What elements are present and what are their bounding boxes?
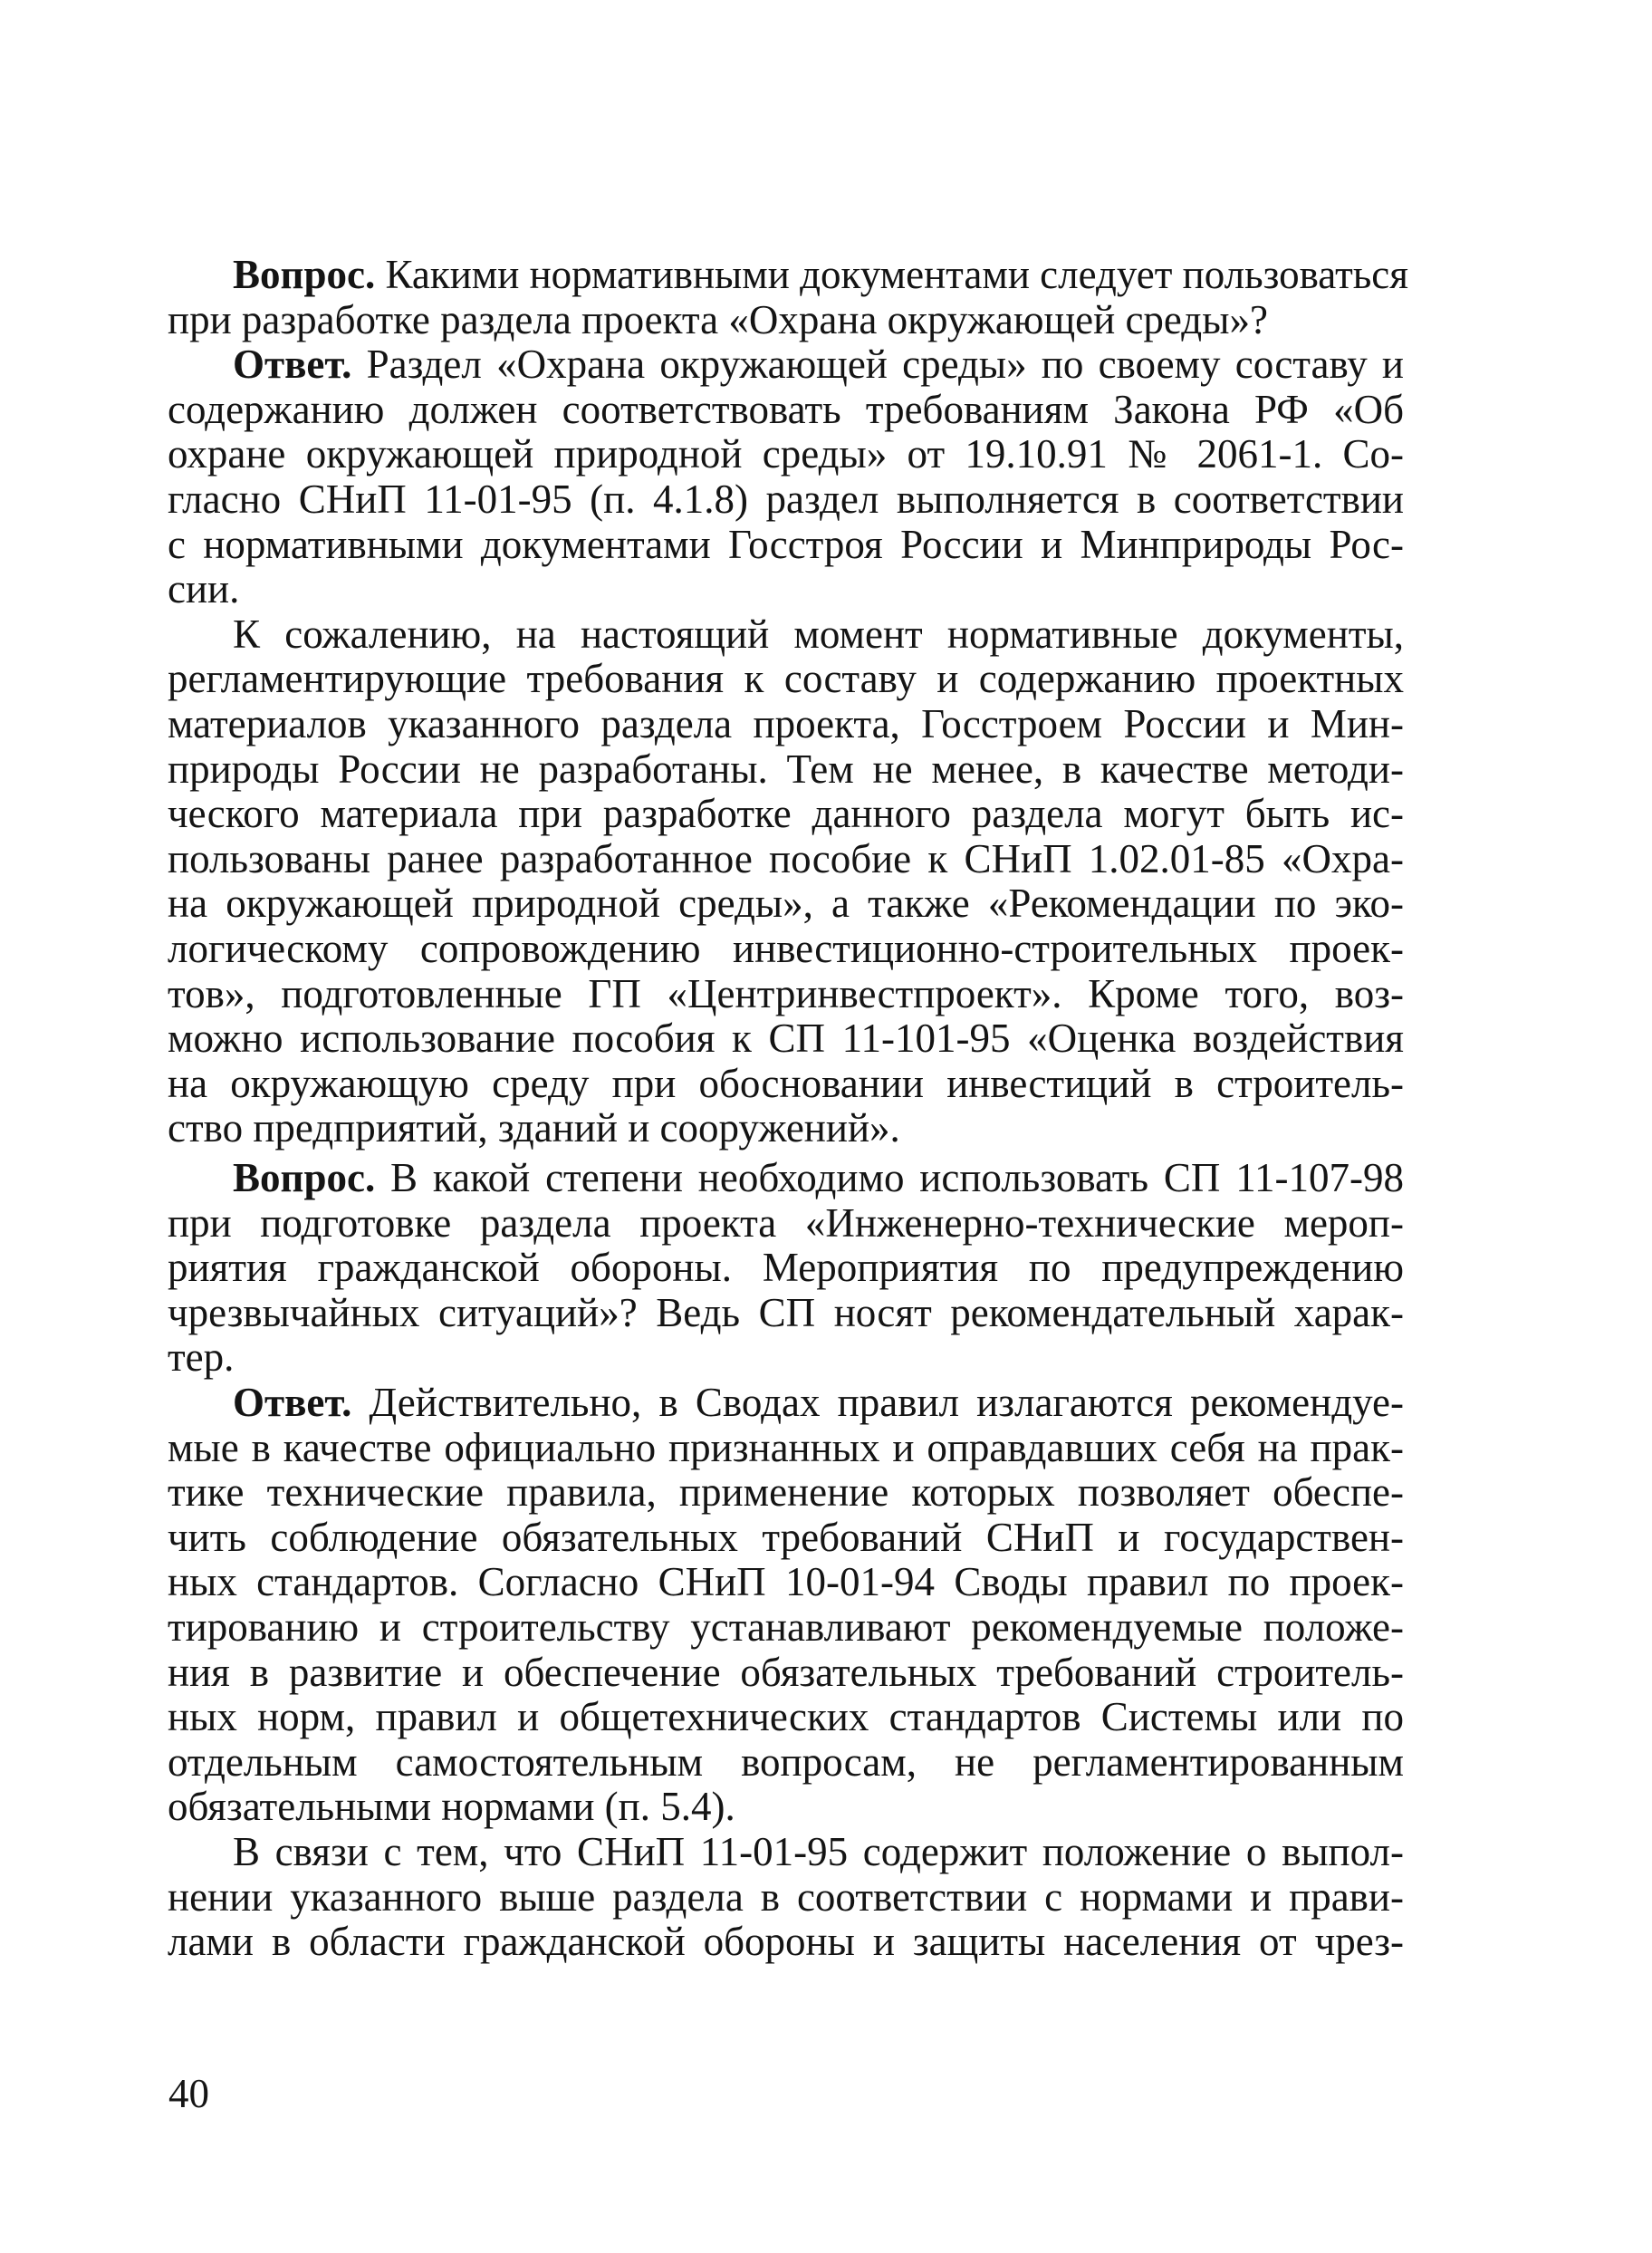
text-line: тированию и строительству устанавливают рекомендуемые положе- <box>168 1604 1404 1650</box>
text-line: ния в развитие и обеспечение обязательных требований строитель- <box>168 1649 1404 1695</box>
page-number: 40 <box>168 2071 209 2116</box>
text-line: Ответ. Действительно, в Сводах правил излагаются рекомендуе- <box>233 1380 1404 1425</box>
text-line: гласно СНиП 11-01-95 (п. 4.1.8) раздел выполняется в соответствии <box>168 477 1404 522</box>
text-line: ных стандартов. Согласно СНиП 10-01-94 Своды правил по проек- <box>168 1559 1404 1605</box>
text-line: К сожалению, на настоящий момент нормативные документы, <box>233 611 1404 657</box>
text-line: чить соблюдение обязательных требований СНиП и государствен- <box>168 1514 1404 1560</box>
text-line: отдельным самостоятельным вопросам, не регламентированным <box>168 1738 1404 1785</box>
text-line: при подготовке раздела проекта «Инженерно-технические мероп- <box>168 1199 1404 1246</box>
text-line: чрезвычайных ситуаций»? Ведь СП носят рекомендательный харак- <box>168 1289 1404 1335</box>
text-line: логическому сопровождению инвестиционно-строительных проек- <box>168 926 1404 971</box>
text-line: с нормативными документами Госстроя России и Минприроды Рос- <box>168 521 1404 567</box>
text-line: обязательными нормами (п. 5.4). <box>168 1784 735 1830</box>
text-line: Вопрос. В какой степени необходимо использовать СП 11-107-98 <box>233 1155 1404 1200</box>
text-line: Ответ. Раздел «Охрана окружающей среды» по своему составу и <box>233 342 1404 388</box>
text-line: пользованы ранее разработанное пособие к СНиП 1.02.01-85 «Охра- <box>168 835 1404 881</box>
text-line: тике технические правила, применение которых позволяет обеспе- <box>168 1469 1404 1516</box>
text-line: мые в качестве официально признанных и оправдавших себя на прак- <box>168 1424 1404 1470</box>
text-line: на окружающую среду при обосновании инвестиций в строитель- <box>168 1060 1404 1106</box>
text-line: регламентирующие требования к составу и содержанию проектных <box>168 656 1404 702</box>
text-line: при разработке раздела проекта «Охрана окружающей среды»? <box>168 296 1268 342</box>
text-line: лами в области гражданской обороны и защиты населения от чрез- <box>168 1919 1404 1965</box>
text-line: материалов указанного раздела проекта, Госстроем России и Мин- <box>168 701 1404 746</box>
text-line: В связи с тем, что СНиП 11-01-95 содержит положение о выпол- <box>233 1829 1404 1874</box>
text-line: ство предприятий, зданий и сооружений». <box>168 1105 900 1151</box>
text-line: тер. <box>168 1334 235 1381</box>
text-line: охране окружающей природной среды» от 19.10.91 № 2061-1. Со- <box>168 431 1404 477</box>
text-line: тов», подготовленные ГП «Центринвестпроект». Кроме того, воз- <box>168 970 1404 1016</box>
lead-term: Ответ. <box>233 1380 352 1425</box>
text-line: содержанию должен соответствовать требованиям Закона РФ «Об <box>168 386 1404 432</box>
text-line: сии. <box>168 566 240 612</box>
text-line: нении указанного выше раздела в соответствии с нормами и прави- <box>168 1873 1404 1920</box>
text-line: ных норм, правил и общетехнических стандартов Системы или по <box>168 1694 1404 1740</box>
lead-term: Вопрос. <box>233 1155 376 1200</box>
text-line: на окружающей природной среды», а также «Рекомендации по эко- <box>168 881 1404 927</box>
text-line: ческого материала при разработке данного раздела могут быть ис- <box>168 791 1404 837</box>
text-line: риятия гражданской обороны. Мероприятия по предупреждению <box>168 1245 1404 1291</box>
text-line: Вопрос. Какими нормативными документами следует пользоваться <box>233 252 1408 297</box>
lead-term: Вопрос. <box>233 252 376 297</box>
lead-term: Ответ. <box>233 342 352 388</box>
text-line: можно использование пособия к СП 11-101-95 «Оценка воздействия <box>168 1016 1404 1062</box>
text-line: природы России не разработаны. Тем не менее, в качестве методи- <box>168 746 1404 792</box>
